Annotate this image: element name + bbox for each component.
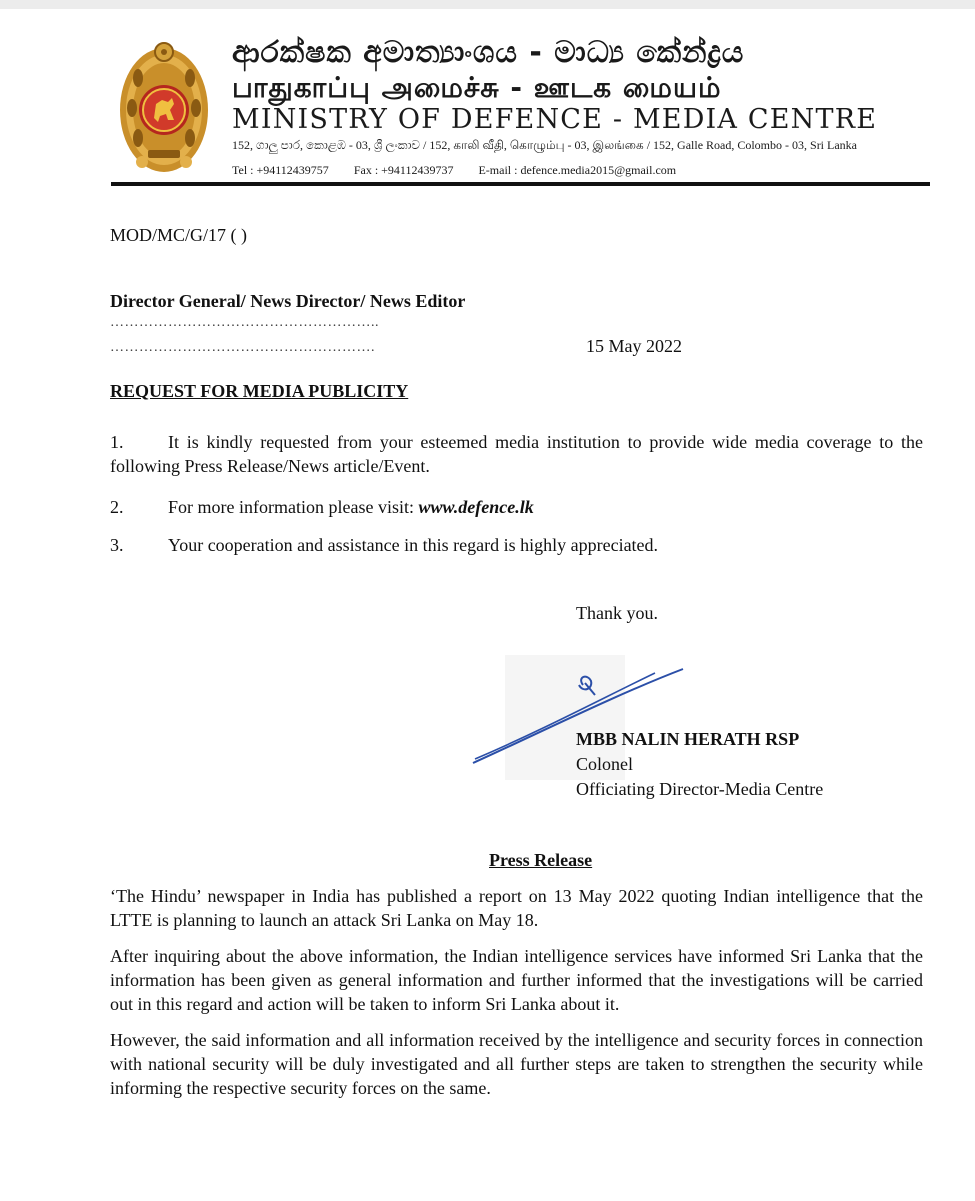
document-page <box>0 9 975 1201</box>
list-item-2-number: 2. <box>110 497 124 517</box>
signatory-title: Officiating Director-Media Centre <box>576 779 824 799</box>
reference-number: MOD/MC/G/17 ( ) <box>110 225 248 245</box>
website-link[interactable]: www.defence.lk <box>418 497 534 517</box>
letterhead-english-title: MINISTRY OF DEFENCE - MEDIA CENTRE <box>232 104 878 135</box>
closing-text: Thank you. <box>576 603 658 623</box>
press-release-paragraph-3: However, the said information and all information received by the intelligence and security forces in connection with national security will be duly investigated and all further steps are taken to strengthen the security while informing the respective security forces on the same. <box>110 1030 923 1098</box>
fax-number: Fax : +94112439737 <box>353 163 454 177</box>
list-item-1-text: It is kindly requested from your esteemed media institution to provide wide media coverage to the following Press Release/News article/Event. <box>110 432 923 476</box>
signatory-rank: Colonel <box>576 754 633 774</box>
signatory-name: MBB NALIN HERATH RSP <box>576 729 800 749</box>
letterhead-address: 152, ගාලු පාර, කොළඹ - 03, ශ්‍රී ලංකාව / 152, காலி வீதி, கொழும்பு - 03, இலங்கை / 152, Galle Road, Colombo - 03, Sri Lanka <box>232 138 858 152</box>
letter-subject: REQUEST FOR MEDIA PUBLICITY <box>110 381 409 401</box>
email-address: E-mail : defence.media2015@gmail.com <box>478 163 677 177</box>
letterhead-tamil-title: பாதுகாப்பு அமைச்சு - ஊடக மையம் <box>232 71 722 104</box>
letterhead-divider <box>111 182 930 186</box>
telephone-number: Tel : +94112439757 <box>232 163 329 177</box>
list-item-3-number: 3. <box>110 535 124 555</box>
list-item-1 <box>110 430 923 478</box>
list-item-3-text: Your cooperation and assistance in this regard is highly appreciated. <box>168 535 659 555</box>
address-blank-line-2: ………………………………………………. <box>110 340 375 355</box>
viewer-top-bar <box>0 0 975 9</box>
letterhead-sinhala-title: ආරක්ෂක අමාත්‍යාංශය - මාධ්‍ය කේන්ද්‍රය <box>232 35 745 70</box>
addressee: Director General/ News Director/ News Editor <box>110 291 466 311</box>
list-item-2 <box>168 495 534 519</box>
list-item-1-number: 1. <box>110 432 124 452</box>
letterhead-contact <box>232 163 698 178</box>
letter-date: 15 May 2022 <box>586 336 682 356</box>
press-release-heading: Press Release <box>489 850 593 870</box>
sri-lanka-emblem-icon <box>118 38 210 176</box>
press-release-paragraph-2: After inquiring about the above information, the Indian intelligence services have informed Sri Lanka that the information has been given as general information and further informed that the investigations will be carried out in this regard and action will be taken to inform Sri Lanka about it. <box>110 946 923 1014</box>
list-item-2-text: For more information please visit: <box>168 497 419 517</box>
address-blank-line-1: ……………………………………………….. <box>110 315 379 330</box>
press-release-paragraph-1: ‘The Hindu’ newspaper in India has published a report on 13 May 2022 quoting Indian intelligence that the LTTE is planning to launch an attack Sri Lanka on May 18. <box>110 886 923 930</box>
